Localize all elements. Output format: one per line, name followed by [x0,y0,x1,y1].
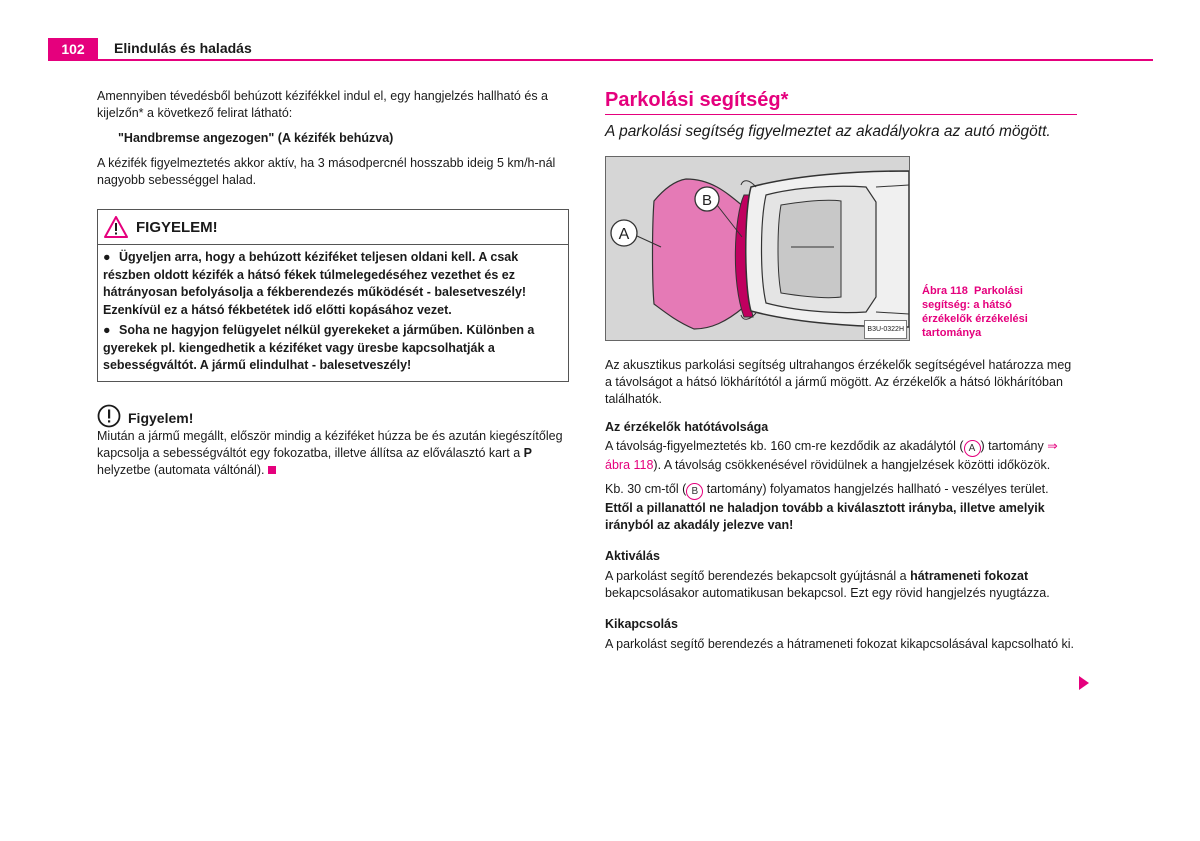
deactivation-heading: Kikapcsolás [605,617,678,631]
warning-box [97,209,569,382]
caution-text: Miután a jármű megállt, először mindig a kéziféket húzza be és azután kiegészítőleg kapcsolja a sebességváltót egy fokozatba, illetve állítsa az előválasztó kart a P helyzetbe (automata váltónál). [97,428,563,477]
parking-sensor-figure [605,156,910,341]
zone-a-marker: A [964,440,981,457]
warning-item: ● Soha ne hagyjon felügyelet nélkül gyerekeket a járműben. Különben a gyerekek pl. kiengedhetik a kéziféket vagy üresbe kapcsolhatják a sebességváltót. A jármű elindulhat - balesetveszély! [103,323,535,372]
range-a-paragraph: A távolság-figyelmeztetés kb. 160 cm-re kezdődik az akadálytól ( A ) tartomány ⇒ ábra 118). A távolság csökkenésével rövidülnek a hangjelzések közötti időközök. [605,439,1058,472]
range-heading: Az érzékelők hatótávolsága [605,420,769,434]
section-subtitle: A parkolási segítség figyelmeztet az akadályokra az autó mögött. [605,123,1051,140]
activation-heading: Aktiválás [605,549,660,563]
zone-b-marker: B [686,483,703,500]
warning-item: ● Ügyeljen arra, hogy a behúzott kéziféket teljesen oldani kell. A csak részben oldott kézifék a hátsó fékek túlmelegedéséhez vezethet és ez hátrányosan befolyásolja a fékberendezés működését - balesetveszély! Ezenkívül ez a hátsó fékbetétek idő előtti kopásához vezet. [103,250,527,317]
page-header [48,38,1153,60]
left-column [97,88,569,479]
zone-b-label: B [701,192,713,209]
caption-text: Parkolási segítség: a hátsó érzékelők érzékelési tartománya [922,285,1028,339]
warning-triangle-icon [104,216,128,238]
intro-paragraph: Amennyiben tévedésből behúzott kézifékkel indul el, egy hangjelzés hallható és a kijelzőn* a következő felirat látható: [97,89,548,120]
header-rule [48,59,1153,61]
warning-title: FIGYELEM! [136,218,218,236]
activation-paragraph: A parkolást segítő berendezés bekapcsolt gyújtásnál a hátrameneti fokozat bekapcsolásakor automatikusan bekapcsol. Ezt egy rövid hangjelzés nyugtázza. [605,569,1050,600]
section-heading: Parkolási segítség* [605,88,1077,115]
zone-a-label: A [618,226,630,243]
range-warning: Ettől a pillanattól ne haladjon tovább a kiválasztott irányba, illetve amelyik irányból az akadály jelezve van! [605,501,1045,532]
deactivation-paragraph: A parkolást segítő berendezés a hátrameneti fokozat kikapcsolásával kapcsolható ki. [605,637,1075,651]
figure-caption [922,284,1042,341]
warning-header [98,210,568,245]
warning-body [98,245,568,381]
range-b-paragraph: Kb. 30 cm-től ( B tartomány) folyamatos hangjelzés hallható - veszélyes terület. [605,481,1077,500]
parking-sensor-illustration [606,157,909,340]
exclamation-circle-icon [97,404,121,428]
page-number: 102 [48,38,98,60]
section-end-marker [268,466,276,474]
next-page-arrow-icon [1079,676,1089,690]
caption-number: Ábra 118 [922,285,968,297]
display-message: "Handbremse angezogen" (A kézifék behúzva) [118,131,394,145]
caution-title: Figyelem! [128,410,194,426]
sensor-description: Az akusztikus parkolási segítség ultrahangos érzékelők segítségével határozza meg a távolságot a hátsó lökhárítótól a jármű mögött. Az érzékelők a hátsó lökhárítóban találhatók. [605,358,1072,406]
right-column [605,88,1077,653]
figure-code: B3U-0322H [864,320,907,339]
section-title: Elindulás és haladás [114,40,252,56]
figure-link[interactable]: ⇒ ábra 118 [605,439,1058,472]
speed-note: A kézifék figyelmeztetés akkor aktív, ha 3 másodpercnél hosszabb ideig 5 km/h-nál nagyobb sebességgel halad. [97,156,556,187]
caution-header [97,404,569,428]
